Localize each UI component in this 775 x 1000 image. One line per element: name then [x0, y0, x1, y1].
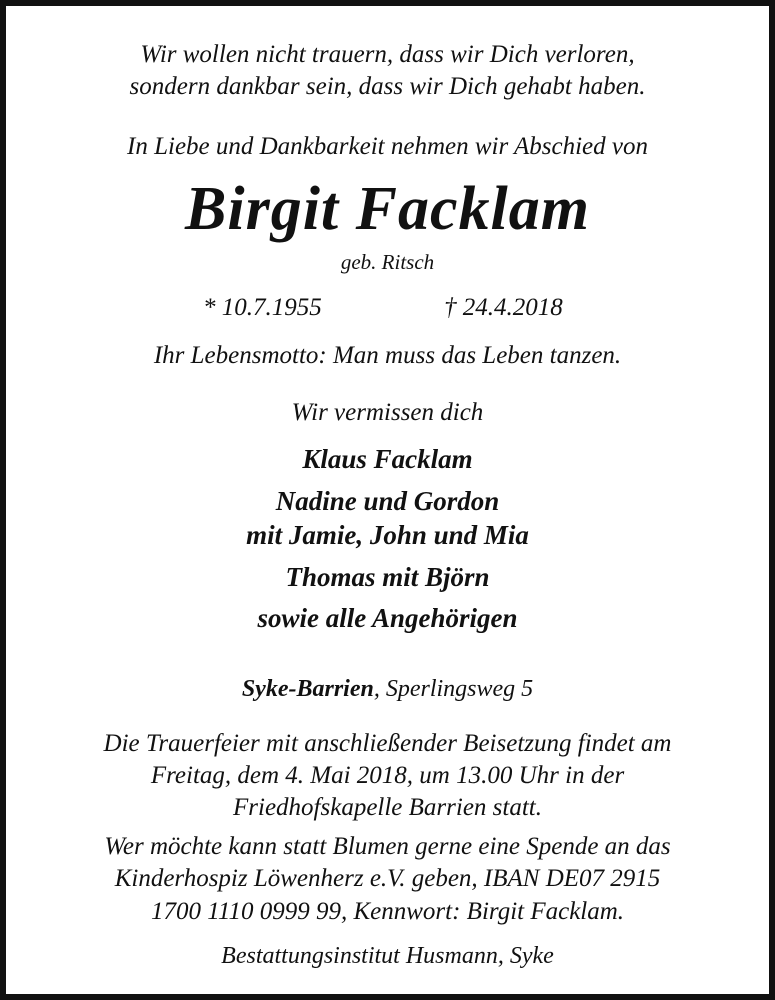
address-street: , Sperlingsweg 5 — [373, 676, 534, 702]
maiden-name: geb. Ritsch — [340, 250, 435, 274]
family-member: Thomas mit Björn — [285, 562, 490, 592]
address-place: Syke-Barrien — [241, 676, 374, 702]
family-member: Nadine und Gordon — [275, 486, 500, 516]
deceased-name: Birgit Facklam — [185, 175, 590, 243]
address — [6, 674, 769, 704]
ceremony-line-2: Freitag, dem 4. Mai 2018, um 13.00 Uhr in der — [150, 762, 625, 789]
ceremony-line-3: Friedhofskapelle Barrien statt. — [233, 794, 542, 821]
death-date: † 24.4.2018 — [444, 294, 563, 321]
birth-date: * 10.7.1955 — [203, 294, 322, 321]
undertaker: Bestattungsinstitut Husmann, Syke — [221, 943, 554, 969]
family-member: mit Jamie, John und Mia — [246, 520, 529, 550]
life-motto: Ihr Lebensmotto: Man muss das Leben tanzen. — [153, 342, 622, 369]
donation-line-2: Kinderhospiz Löwenherz e.V. geben, IBAN DE07 2915 — [114, 865, 661, 892]
motto-line-2: sondern dankbar sein, dass wir Dich gehabt haben. — [129, 73, 646, 100]
ceremony-line-1: Die Trauerfeier mit anschließender Beisetzung findet am — [103, 730, 672, 757]
donation-line-1: Wer möchte kann statt Blumen gerne eine Spende an das — [104, 833, 671, 860]
family-member: sowie alle Angehörigen — [257, 603, 518, 633]
miss-line: Wir vermissen dich — [291, 399, 484, 426]
family-member: Klaus Facklam — [302, 444, 473, 474]
farewell-intro: In Liebe und Dankbarkeit nehmen wir Abschied von — [127, 133, 648, 160]
motto-line-1: Wir wollen nicht trauern, dass wir Dich verloren, — [140, 41, 635, 68]
donation-line-3: 1700 1110 0999 99, Kennwort: Birgit Facklam. — [150, 898, 625, 925]
